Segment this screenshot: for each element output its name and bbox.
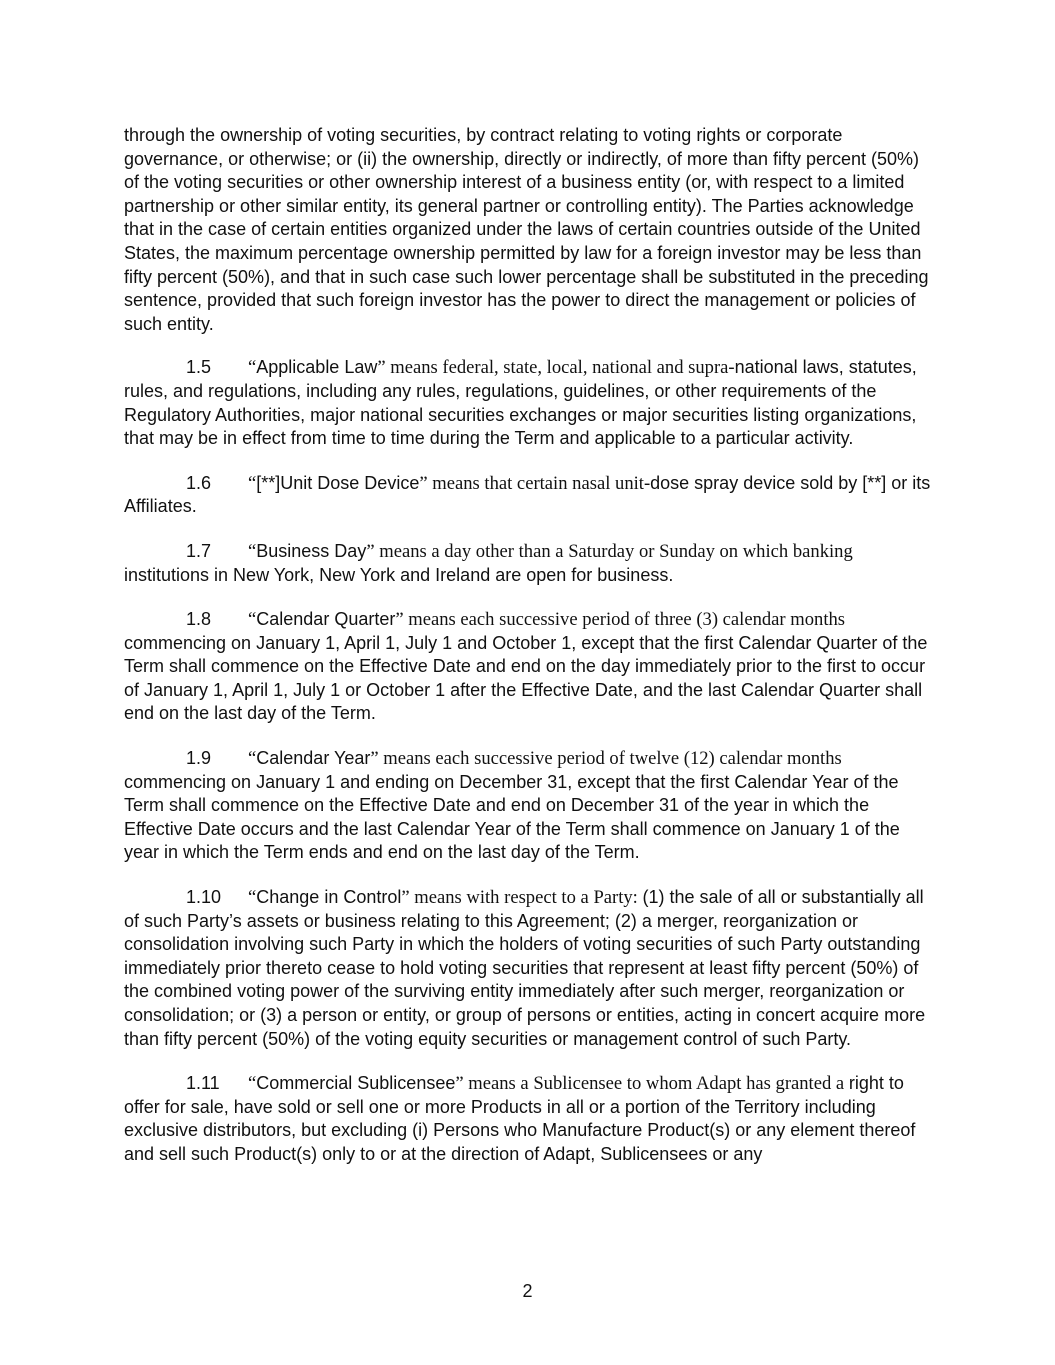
close-quote: ” [366, 540, 375, 562]
section-number: 1.8 [186, 609, 212, 630]
open-quote: “ [248, 609, 257, 631]
definition-body: commencing on January 1 and ending on December 31, except that the first Calendar Year of the Term shall commence on the Effective Date and end on December 31 of the year in which the Effective Date occurs and the last Calendar Year of the Term shall commence on January 1 of the year in which the Term ends and end on the last day of the Term. [124, 771, 900, 863]
section-number: 1.7 [186, 540, 212, 561]
open-quote: “ [248, 540, 257, 562]
section-number: 1.9 [186, 748, 212, 769]
open-quote: “ [248, 887, 257, 909]
definition-lead: means that certain nasal unit- [427, 472, 651, 494]
open-quote: “ [248, 357, 257, 379]
definition-body: national laws, statutes, rules, and regulations, including any rules, regulations, guidelines, or other requirements of the Regulatory Authorities, major national securities exchanges or major securities listing organizations, that may be in effect from time to time during the Term and applicable to a particular activity. [124, 357, 917, 449]
page-number: 2 [522, 1281, 533, 1301]
definition-body: commencing on January 1, April 1, July 1 and October 1, except that the first Calendar Quarter of the Term shall commence on the Effective Date and end on the day immediately prior to the first to occur of January 1, April 1, July 1 or October 1 after the Effective Date, and the last Calendar Quarter shall end on the last day of the Term. [124, 632, 928, 724]
document-page [124, 124, 932, 1188]
section-number: 1.6 [186, 472, 212, 493]
close-quote: ” [377, 357, 386, 379]
open-quote: “ [248, 472, 257, 494]
close-quote: ” [395, 609, 404, 631]
close-quote: ” [455, 1073, 464, 1095]
definition-1-10 [124, 886, 932, 1051]
definition-1-8 [124, 608, 932, 726]
defined-term: Calendar Quarter [256, 609, 396, 630]
close-quote: ” [401, 887, 410, 909]
defined-term: Calendar Year [256, 748, 371, 769]
definition-lead: means with respect to a Party: [409, 887, 643, 909]
definition-lead: means each successive period of three (3) calendar months [403, 609, 846, 631]
close-quote: ” [419, 472, 428, 494]
definition-lead: means a Sublicensee to whom Adapt has granted a [463, 1073, 849, 1095]
defined-term: Business Day [256, 540, 367, 561]
defined-term: Commercial Sublicensee [256, 1073, 456, 1094]
definition-1-9 [124, 747, 932, 865]
section-number: 1.5 [186, 357, 212, 378]
definition-lead: means each successive period of twelve (12) calendar months [378, 748, 842, 770]
definition-body: (1) the sale of all or substantially all of such Party’s assets or business relating to this Agreement; (2) a merger, reorganization or consolidation involving such Party in which the holders of voting securities of such Party outstanding immediately prior thereto cease to hold voting securities that represent at least fifty percent (50%) of the combined voting power of the surviving entity immediately after such merger, reorganization or consolidation; or (3) a person or entity, or group of persons or entities, acting in concert acquire more than fifty percent (50%) of the voting equity securities or management control of such Party. [124, 887, 926, 1049]
definition-body: dose spray device sold by [**] or its Affiliates. [124, 472, 931, 517]
section-number: 1.10 [186, 887, 222, 908]
definition-1-7 [124, 540, 932, 587]
definition-1-6 [124, 472, 932, 519]
definition-body: institutions in New York, New York and Ireland are open for business. [124, 564, 674, 585]
definition-1-11 [124, 1072, 932, 1166]
definition-lead: means federal, state, local, national and supra- [385, 357, 735, 379]
definition-1-5 [124, 356, 932, 450]
open-quote: “ [248, 1073, 257, 1095]
section-number: 1.11 [186, 1073, 220, 1094]
definition-lead: means a day other than a Saturday or Sunday on which banking [374, 540, 853, 562]
defined-term: Applicable Law [256, 357, 378, 378]
open-quote: “ [248, 748, 257, 770]
definition-body: right to offer for sale, have sold or sell one or more Products in all or a portion of the Territory including exclusive distributors, but excluding (i) Persons who Manufacture Product(s) or any element thereof and sell such Product(s) only to or at the direction of Adapt, Sublicensees or any [124, 1073, 916, 1164]
defined-term: [**]Unit Dose Device [256, 472, 420, 493]
close-quote: ” [370, 748, 379, 770]
continuation-paragraph: through the ownership of voting securities, by contract relating to voting rights or corporate governance, or otherwise; or (ii) the ownership, directly or indirectly, of more than fifty percent (50%) of the voting securities or other ownership interest of a business entity (or, with respect to a limited partnership or other similar entity, its general partner or controlling entity). The Parties acknowledge that in the case of certain entities organized under the laws of certain countries outside of the United States, the maximum percentage ownership permitted by law for a foreign investor may be less than fifty percent (50%), and that in such case such lower percentage shall be substituted in the preceding sentence, provided that such foreign investor has the power to direct the management or policies of such entity. [124, 125, 929, 334]
defined-term: Change in Control [256, 887, 402, 908]
